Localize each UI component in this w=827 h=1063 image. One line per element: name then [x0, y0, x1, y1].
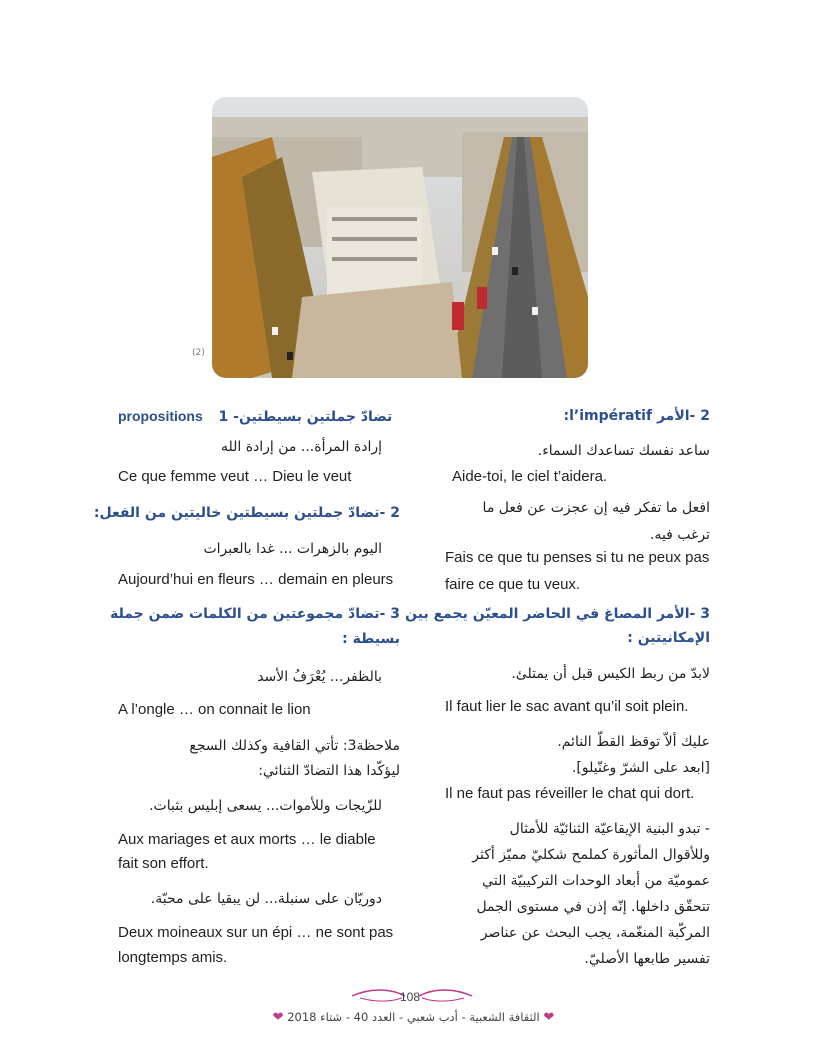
champs-elysees-image	[212, 97, 588, 378]
right-p2-arabic-line1: افعل ما تفكر فيه إن عجزت عن فعل ما	[482, 500, 710, 516]
heading-french-term: propositions	[118, 408, 203, 424]
heading-simple-propositions	[118, 405, 400, 428]
left-p4-arabic: للزّيجات وللأموات... يسعى إبليس بثبات.	[149, 798, 382, 814]
right-p4-french: Il ne faut pas réveiller le chat qui dort.	[445, 785, 695, 802]
page-number: 108	[399, 990, 421, 1004]
left-p1-french: Ce que femme veut … Dieu le veut	[118, 468, 352, 485]
right-p5-line1: - تبدو البنية الإيقاعيّة الثنائيّة للأمثال	[509, 821, 710, 837]
heading-arabic-term: 1 -تضادّ جملتين بسيطتين	[218, 409, 393, 425]
right-p1-arabic: ساعد نفسك تساعدك السماء.	[537, 443, 710, 459]
heading-present-imperative-line2: الإمكانيتين :	[627, 630, 710, 646]
heading-imperative: 2 -الأمر l’impératif:	[563, 408, 710, 424]
left-p2-arabic: اليوم بالزهرات ... غدا بالعبرات	[203, 541, 382, 557]
heading-word-groups-line1: 3 -تضادّ مجموعتين من الكلمات ضمن جملة	[110, 606, 400, 622]
street-photo	[212, 97, 588, 378]
left-p5-french-line1: Deux moineaux sur un épi … ne sont pas	[118, 924, 394, 941]
right-p5-line6: تفسير طابعها الأصليّ.	[584, 951, 710, 967]
right-p5-line3: عموميّة من أبعاد الوحدات التركيبيّة التي	[482, 873, 710, 889]
footer-text: الثقافة الشعبية - أدب شعبي - العدد 40 - شتاء 2018	[287, 1010, 540, 1024]
left-p3-arabic: بالظفر... يُعْرَفُ الأسد	[257, 669, 382, 685]
right-p3-arabic: لابدّ من ربط الكيس قبل أن يمتلئ.	[511, 666, 710, 682]
right-p2-french-line2: faire ce que tu veux.	[445, 576, 581, 593]
right-p5-line2: وللأقوال المأثورة كملمح شكليّ مميّز أكثر	[472, 847, 710, 863]
heart-icon: ❤	[543, 1010, 555, 1025]
heading-word-groups-line2: بسيطة :	[342, 631, 400, 647]
footer-line	[0, 1010, 827, 1025]
right-p3-french: Il faut lier le sac avant qu’il soit plein.	[445, 698, 689, 715]
left-p1-arabic: إرادة المرأة... من إرادة الله	[220, 439, 382, 455]
left-p5-french-line2: longtemps amis.	[118, 949, 228, 966]
left-p2-french: Aujourd’hui en fleurs … demain en pleurs	[118, 571, 394, 588]
right-p2-arabic-line2: ترغب فيه.	[649, 527, 710, 543]
left-p5-arabic: دوريّان على سنبلة... لن يبقيا على محبّة.	[150, 891, 382, 907]
note-line1: ملاحظة3: تأتي القافية وكذلك السجع	[189, 738, 400, 754]
right-p5-line4: تتحقّق داخلها. إنّه إذن في مستوى الجمل	[476, 899, 710, 915]
right-p2-french-line1: Fais ce que tu penses si tu ne peux pas	[445, 549, 710, 566]
heading-present-imperative-line1: 3 -الأمر المصاغ في الحاضر المعيّن يجمع بين	[405, 606, 710, 622]
heart-icon: ❤	[272, 1010, 284, 1025]
left-p4-french-line2: fait son effort.	[118, 855, 209, 872]
right-p4-arabic-line1: عليك ألاّ توقظ القطّ النائم.	[557, 734, 710, 750]
right-p4-arabic-line2: [ابعد على الشرّ وغنّيلو].	[571, 760, 710, 776]
left-p4-french-line1: Aux mariages et aux morts … le diable	[118, 831, 376, 848]
heading-no-verb-sentences: 2 -تضادّ جملتين بسيطتين خاليتين من الفعل:	[93, 505, 400, 521]
photo-caption: (2)	[192, 348, 205, 358]
right-p1-french: Aide-toi, le ciel t’aidera.	[452, 468, 608, 485]
right-p5-line5: المركّبة المنغّمة، يجب البحث عن عناصر	[480, 925, 710, 941]
left-p3-french: A l’ongle … on connait le lion	[118, 701, 311, 718]
note-line2: ليؤكّدا هذا التضادّ الثنائي:	[258, 763, 400, 779]
